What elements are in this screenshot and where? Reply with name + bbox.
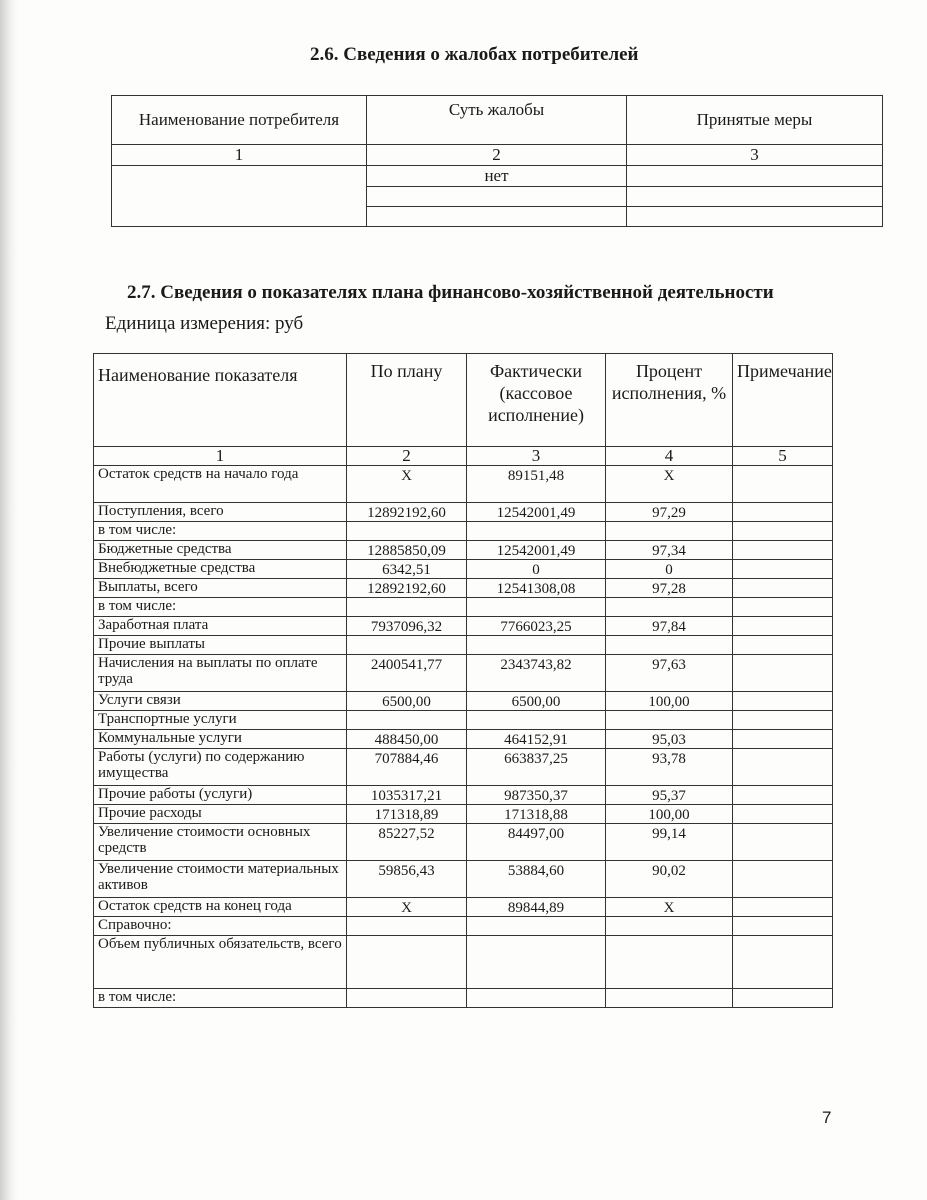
indicator-name: в том числе: <box>94 522 347 541</box>
value-cell-pct: 93,78 <box>606 749 733 786</box>
table-cell <box>367 207 627 227</box>
value-cell-plan: 707884,46 <box>347 749 467 786</box>
table-cell: нет <box>367 166 627 187</box>
value-cell-fact: 7766023,25 <box>467 617 606 636</box>
value-cell-pct: 97,28 <box>606 579 733 598</box>
value-cell-plan <box>347 936 467 989</box>
value-cell-plan: 2400541,77 <box>347 655 467 692</box>
table-row <box>94 917 833 936</box>
value-cell-pct: 99,14 <box>606 824 733 861</box>
table-row <box>94 692 833 711</box>
value-cell-note <box>733 617 833 636</box>
value-cell-plan: 12892192,60 <box>347 579 467 598</box>
table-row <box>94 898 833 917</box>
value-cell-pct: 95,37 <box>606 786 733 805</box>
table-row <box>94 617 833 636</box>
value-cell-note <box>733 824 833 861</box>
indicator-name: Выплаты, всего <box>94 579 347 598</box>
value-cell-plan: 12885850,09 <box>347 541 467 560</box>
col-number: 2 <box>367 145 627 166</box>
table-cell <box>367 187 627 207</box>
table-row <box>112 166 883 187</box>
complaints-header-row <box>112 96 883 145</box>
header-cell: Наименование показателя <box>94 354 347 447</box>
value-cell-pct <box>606 989 733 1008</box>
value-cell-fact <box>467 917 606 936</box>
indicator-name: Увеличение стоимости материальных активов <box>94 861 347 898</box>
finance-header-row <box>94 354 833 447</box>
value-cell-plan: 1035317,21 <box>347 786 467 805</box>
value-cell-pct: 90,02 <box>606 861 733 898</box>
value-cell-note <box>733 692 833 711</box>
value-cell-note <box>733 579 833 598</box>
table-row <box>94 936 833 989</box>
indicator-name: Прочие расходы <box>94 805 347 824</box>
value-cell-pct: 0 <box>606 560 733 579</box>
indicator-name: Бюджетные средства <box>94 541 347 560</box>
value-cell-pct <box>606 936 733 989</box>
table-row <box>94 579 833 598</box>
indicator-name: Прочие работы (услуги) <box>94 786 347 805</box>
header-cell: Наименование потребителя <box>112 96 367 145</box>
indicator-name: Заработная плата <box>94 617 347 636</box>
header-cell: Принятые меры <box>627 96 883 145</box>
value-cell-pct: X <box>606 466 733 503</box>
scan-edge-shadow <box>0 0 18 1200</box>
indicator-name: Прочие выплаты <box>94 636 347 655</box>
value-cell-fact: 2343743,82 <box>467 655 606 692</box>
table-row <box>94 989 833 1008</box>
value-cell-plan <box>347 917 467 936</box>
value-cell-plan <box>347 711 467 730</box>
value-cell-pct: 97,29 <box>606 503 733 522</box>
indicator-name: в том числе: <box>94 598 347 617</box>
value-cell-fact: 12541308,08 <box>467 579 606 598</box>
finance-table <box>93 353 833 1008</box>
value-cell-fact: 53884,60 <box>467 861 606 898</box>
value-cell-plan <box>347 636 467 655</box>
value-cell-fact: 12542001,49 <box>467 503 606 522</box>
value-cell-note <box>733 711 833 730</box>
col-number: 1 <box>94 447 347 466</box>
value-cell-pct <box>606 917 733 936</box>
value-cell-pct: 97,63 <box>606 655 733 692</box>
value-cell-fact: 464152,91 <box>467 730 606 749</box>
indicator-name: Увеличение стоимости основных средств <box>94 824 347 861</box>
value-cell-note <box>733 466 833 503</box>
value-cell-plan: 6342,51 <box>347 560 467 579</box>
finance-number-row <box>94 447 833 466</box>
header-cell: Фактически (кассовое исполнение) <box>467 354 606 447</box>
indicator-name: Справочно: <box>94 917 347 936</box>
value-cell-note <box>733 936 833 989</box>
table-row <box>94 636 833 655</box>
value-cell-plan: 171318,89 <box>347 805 467 824</box>
value-cell-plan: 6500,00 <box>347 692 467 711</box>
value-cell-plan: 7937096,32 <box>347 617 467 636</box>
col-number: 3 <box>627 145 883 166</box>
col-number: 2 <box>347 447 467 466</box>
value-cell-note <box>733 805 833 824</box>
value-cell-fact <box>467 636 606 655</box>
value-cell-pct <box>606 598 733 617</box>
value-cell-note <box>733 989 833 1008</box>
value-cell-plan: X <box>347 466 467 503</box>
indicator-name: Объем публичных обязательств, всего <box>94 936 347 989</box>
indicator-name: Услуги связи <box>94 692 347 711</box>
complaints-number-row <box>112 145 883 166</box>
value-cell-pct: 97,34 <box>606 541 733 560</box>
header-cell: Процент исполнения, % <box>606 354 733 447</box>
value-cell-note <box>733 730 833 749</box>
section-27-title: 2.7. Сведения о показателях плана финансово-хозяйственной деятельности <box>127 282 774 303</box>
indicator-name: Поступления, всего <box>94 503 347 522</box>
value-cell-note <box>733 636 833 655</box>
table-row <box>94 503 833 522</box>
value-cell-fact: 663837,25 <box>467 749 606 786</box>
value-cell-note <box>733 522 833 541</box>
table-row <box>94 598 833 617</box>
header-cell: Суть жалобы <box>367 96 627 145</box>
value-cell-fact <box>467 598 606 617</box>
table-row <box>94 560 833 579</box>
table-row <box>94 749 833 786</box>
value-cell-note <box>733 749 833 786</box>
section-26-title: 2.6. Сведения о жалобах потребителей <box>310 44 639 65</box>
value-cell-pct <box>606 711 733 730</box>
value-cell-fact <box>467 711 606 730</box>
value-cell-plan: 12892192,60 <box>347 503 467 522</box>
value-cell-fact <box>467 936 606 989</box>
value-cell-fact <box>467 522 606 541</box>
page-number: 7 <box>822 1108 832 1127</box>
value-cell-pct: X <box>606 898 733 917</box>
table-row <box>94 522 833 541</box>
table-row <box>94 861 833 898</box>
indicator-name: Работы (услуги) по содержанию имущества <box>94 749 347 786</box>
value-cell-note <box>733 598 833 617</box>
value-cell-fact: 84497,00 <box>467 824 606 861</box>
indicator-name: Начисления на выплаты по оплате труда <box>94 655 347 692</box>
indicator-name: в том числе: <box>94 989 347 1008</box>
value-cell-pct <box>606 522 733 541</box>
value-cell-plan: 59856,43 <box>347 861 467 898</box>
value-cell-note <box>733 541 833 560</box>
value-cell-pct <box>606 636 733 655</box>
value-cell-note <box>733 786 833 805</box>
value-cell-pct: 97,84 <box>606 617 733 636</box>
table-row <box>94 786 833 805</box>
table-row <box>94 466 833 503</box>
table-cell <box>627 187 883 207</box>
col-number: 1 <box>112 145 367 166</box>
value-cell-note <box>733 560 833 579</box>
value-cell-fact: 89844,89 <box>467 898 606 917</box>
header-cell: По плану <box>347 354 467 447</box>
table-row <box>94 711 833 730</box>
value-cell-plan: X <box>347 898 467 917</box>
value-cell-plan: 85227,52 <box>347 824 467 861</box>
col-number: 5 <box>733 447 833 466</box>
complaints-table <box>111 95 883 227</box>
value-cell-fact: 987350,37 <box>467 786 606 805</box>
indicator-name: Коммунальные услуги <box>94 730 347 749</box>
value-cell-pct: 100,00 <box>606 692 733 711</box>
value-cell-pct: 95,03 <box>606 730 733 749</box>
value-cell-fact: 0 <box>467 560 606 579</box>
header-cell: Примечание <box>733 354 833 447</box>
col-number: 4 <box>606 447 733 466</box>
value-cell-fact: 171318,88 <box>467 805 606 824</box>
value-cell-plan: 488450,00 <box>347 730 467 749</box>
value-cell-fact: 6500,00 <box>467 692 606 711</box>
indicator-name: Остаток средств на конец года <box>94 898 347 917</box>
col-number: 3 <box>467 447 606 466</box>
value-cell-plan <box>347 522 467 541</box>
table-row <box>94 824 833 861</box>
value-cell-note <box>733 655 833 692</box>
table-cell <box>627 166 883 187</box>
indicator-name: Остаток средств на начало года <box>94 466 347 503</box>
value-cell-note <box>733 917 833 936</box>
indicator-name: Внебюджетные средства <box>94 560 347 579</box>
table-cell <box>112 166 367 227</box>
table-row <box>94 730 833 749</box>
table-row <box>94 655 833 692</box>
indicator-name: Транспортные услуги <box>94 711 347 730</box>
table-row <box>94 541 833 560</box>
value-cell-fact: 89151,48 <box>467 466 606 503</box>
value-cell-note <box>733 861 833 898</box>
value-cell-note <box>733 503 833 522</box>
table-row <box>94 805 833 824</box>
value-cell-fact: 12542001,49 <box>467 541 606 560</box>
unit-of-measure: Единица измерения: руб <box>105 313 304 334</box>
value-cell-note <box>733 898 833 917</box>
value-cell-plan <box>347 989 467 1008</box>
value-cell-pct: 100,00 <box>606 805 733 824</box>
value-cell-plan <box>347 598 467 617</box>
table-cell <box>627 207 883 227</box>
value-cell-fact <box>467 989 606 1008</box>
